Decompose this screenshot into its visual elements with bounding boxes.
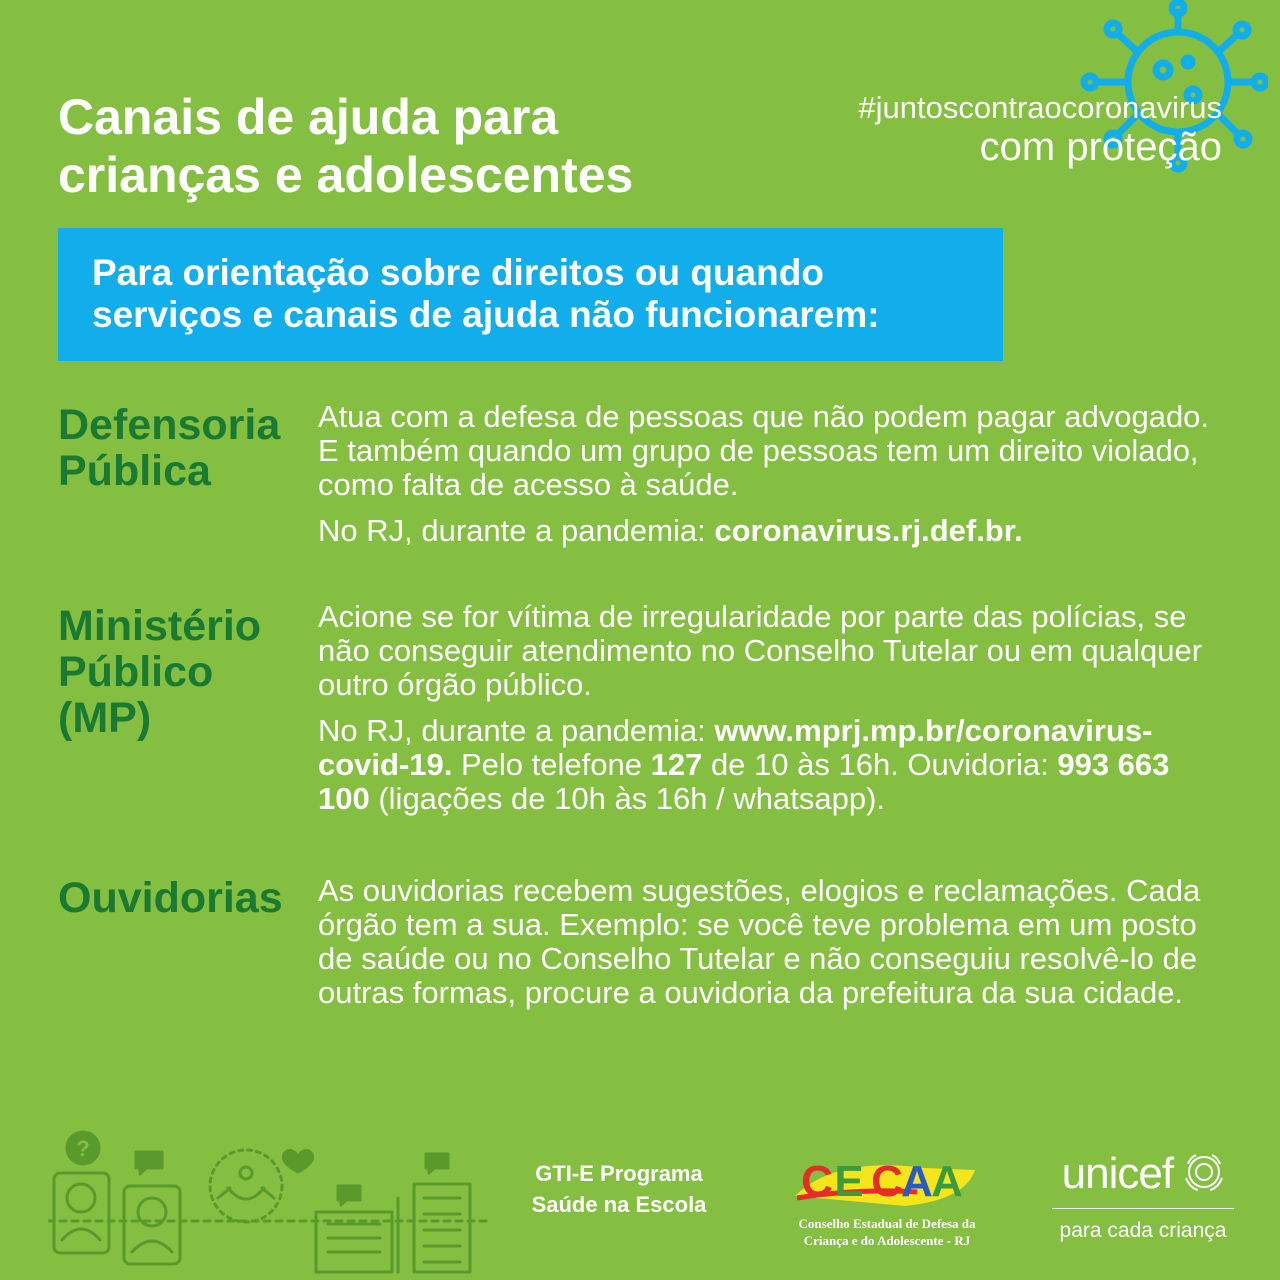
svg-text:A: A [901, 1157, 933, 1206]
ouvidorias-label: Ouvidorias [58, 874, 283, 922]
unicef-emblem-icon [1184, 1152, 1224, 1192]
chat-bubble-icon [426, 1154, 448, 1173]
info-banner: Para orientação sobre direitos ou quando serviços e canais de ajuda não funcionarem: [58, 228, 1003, 361]
cedca-caption: Conselho Estadual de Defesa da Criança e do Adolescente - RJ [798, 1216, 976, 1248]
defensoria-rj-info: No RJ, durante a pandemia: coronavirus.rj.def.br. [318, 513, 1023, 548]
svg-text:?: ? [76, 1136, 90, 1161]
defensoria-link: coronavirus.rj.def.br. [714, 513, 1023, 548]
unicef-tagline: para cada criança [1059, 1219, 1227, 1242]
campaign-hashtag [858, 90, 1222, 168]
ouvidorias-body [318, 874, 1228, 1022]
defensoria-body [318, 400, 1228, 560]
hashtag-subtitle: com proteção [979, 125, 1222, 169]
hands-icon [210, 1150, 282, 1222]
ouvidorias-description: As ouvidorias recebem sugestões, elogios e reclamações. Cada órgão tem a sua. Exemplo: se você teve problema em um posto de saúde ou no Conselho Tutelar e não conseguiu resolvê-lo de outras formas, procure a ouvidoria da prefeitura da sua cidade. [318, 873, 1201, 1010]
building-icon [414, 1184, 470, 1272]
building-icon [316, 1198, 398, 1272]
svg-text:A: A [931, 1157, 963, 1206]
svg-text:E: E [834, 1157, 864, 1206]
mp-label: Ministério Público (MP) [58, 602, 262, 742]
mp-phone: 127 [650, 747, 703, 782]
mp-body [318, 600, 1228, 828]
unicef-wordmark: unicef [1052, 1148, 1234, 1200]
cedca-logo [776, 1150, 998, 1249]
heart-icon [283, 1150, 312, 1172]
cedca-logo-mark [787, 1150, 987, 1210]
chat-bubble-icon [338, 1186, 360, 1205]
gti-e-logo: GTI-E Programa Saúde na Escola [531, 1161, 707, 1217]
hashtag-text: #juntoscontraocoronavirus [858, 90, 1222, 125]
page-title: Canais de ajuda para crianças e adolescentes [58, 89, 634, 203]
defensoria-description: Atua com a defesa de pessoas que não podem pagar advogado. E também quando um grupo de pessoas tem um direito violado, como falta de acesso à saúde. [318, 399, 1210, 502]
svg-text:C: C [871, 1157, 903, 1206]
unicef-divider [1052, 1208, 1234, 1209]
mp-rj-info: No RJ, durante a pandemia: www.mprj.mp.br/coronavirus-covid-19. Pelo telefone 127 de 10 às 16h. Ouvidoria: 993 663 100 (ligações de 10h às 16h / whatsapp). [318, 713, 1170, 816]
footer-illustration [48, 1128, 488, 1278]
unicef-logo [1052, 1148, 1234, 1243]
chat-bubble-icon [136, 1152, 162, 1174]
question-icon [67, 1132, 99, 1164]
mp-description: Acione se for vítima de irregularidade por parte das polícias, se não conseguir atendimento no Conselho Tutelar ou em qualquer outro órgão público. [318, 599, 1203, 702]
svg-text:C: C [801, 1157, 833, 1206]
defensoria-label: Defensoria Pública [58, 401, 281, 495]
mp-link: www.mprj.mp.br/coronavirus-covid-19. [318, 713, 1153, 782]
mp-ouvidoria-phone: 993 663 100 [318, 747, 1170, 816]
